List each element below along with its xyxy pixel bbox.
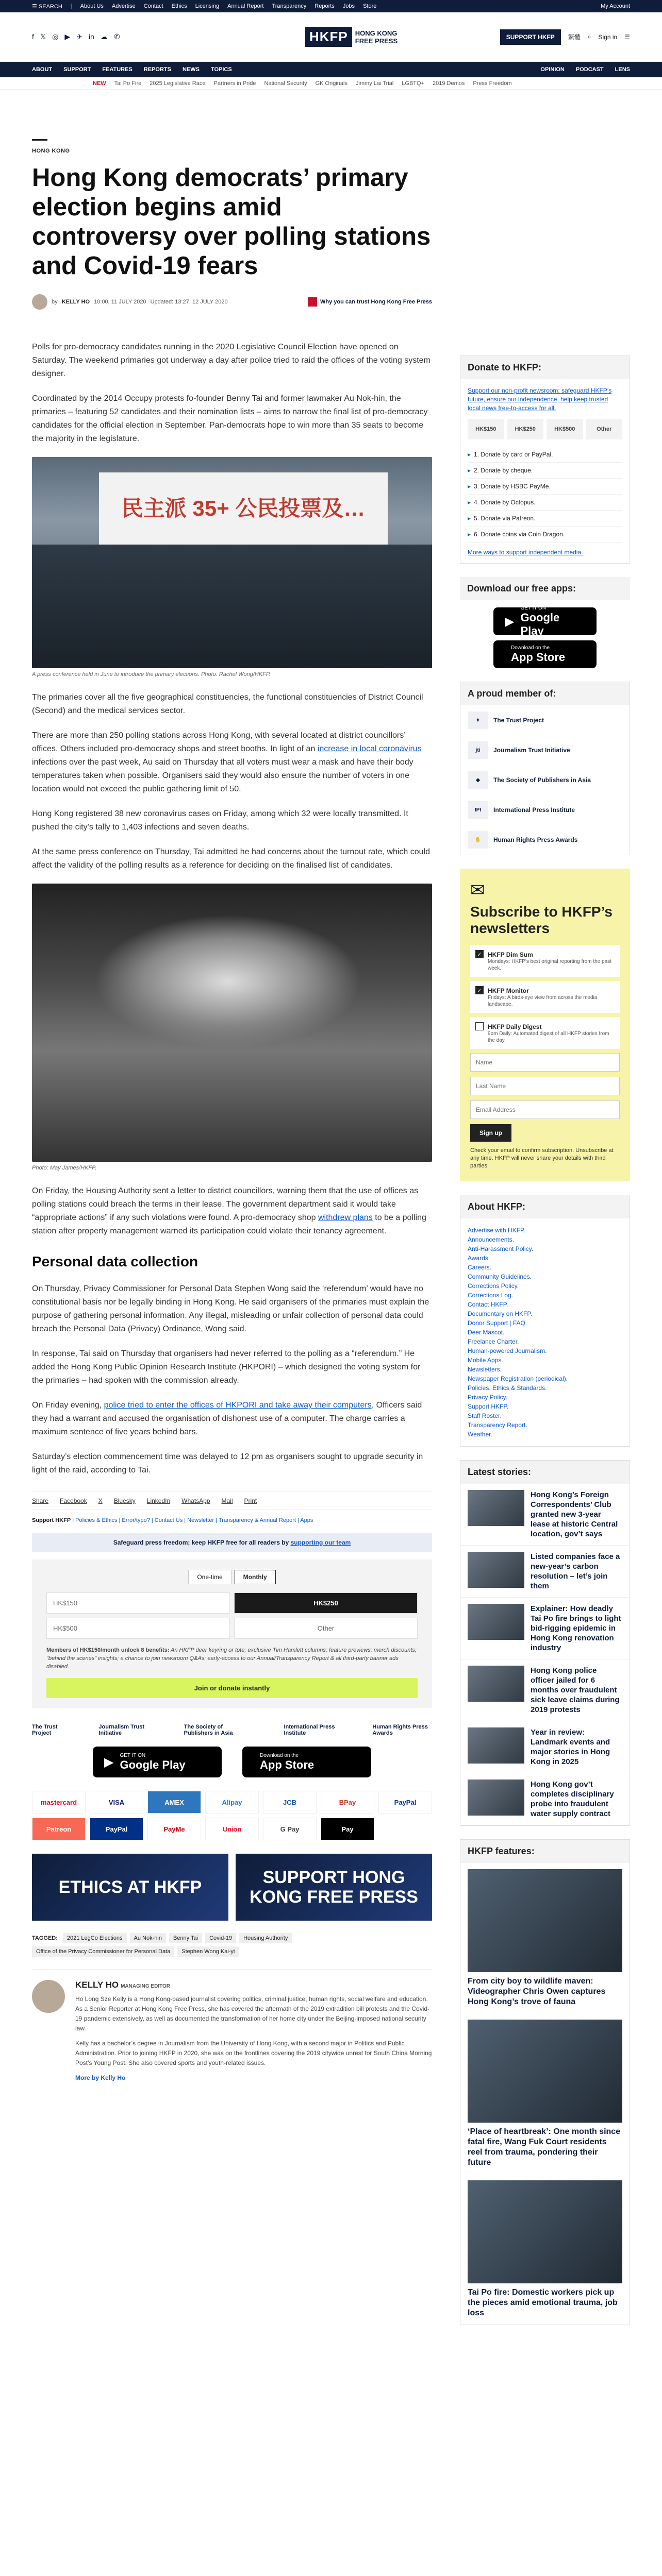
donate-option[interactable]: ▸ 1. Donate by card or PayPal. bbox=[468, 447, 622, 463]
about-link[interactable]: Freelance Charter. bbox=[468, 1338, 519, 1345]
author-box bbox=[32, 1969, 432, 2081]
newsletter-option[interactable]: HKFP Daily Digest 9pm Daily: Automated digest of all HKFP stories from the day. bbox=[470, 1017, 620, 1049]
feature-image[interactable] bbox=[468, 2180, 622, 2283]
donate-option[interactable]: ▸ 5. Donate via Patreon. bbox=[468, 511, 622, 527]
feature-title[interactable]: ‘Place of heartbreak’: One month since fatal fire, Wang Fuk Court residents reel from trauma, pondering their future bbox=[468, 2127, 621, 2167]
photo-banner: 民主派 35+ 公民投票及… bbox=[99, 472, 388, 545]
about-link[interactable]: Documentary on HKFP. bbox=[468, 1310, 533, 1317]
first-name-input[interactable] bbox=[470, 1053, 620, 1072]
paragraph: On Friday evening, police tried to enter the offices of HKPORI and take away their computers. Officers said they had a warrant and accused the organisation of dishonest use of a computer. The charge carries a maximum sentence of five years behind bars. bbox=[32, 1401, 422, 1436]
logo-hrpa[interactable]: Human Rights Press Awards bbox=[372, 1724, 428, 1736]
latest-story[interactable] bbox=[460, 1721, 630, 1773]
story-thumbnail[interactable] bbox=[468, 1780, 524, 1816]
topbar-link-about[interactable]: About Us bbox=[80, 3, 104, 9]
topbar-link-reports[interactable]: Reports bbox=[315, 3, 335, 9]
author-photo bbox=[32, 1980, 65, 2013]
about-link[interactable]: Transparency Report. bbox=[468, 1421, 527, 1429]
tag[interactable]: 2021 LegCo Elections bbox=[63, 1933, 127, 1943]
paragraph: In response, Tai said on Thursday that organisers had never referred to the polling as a “referendum.” He added the Hong Kong Public Opinion Research Institute (HKPORI) – which designed the voting system for the primaries – had spoken with the commission already. bbox=[32, 1349, 421, 1385]
nav-lens[interactable]: LENS bbox=[615, 66, 630, 73]
paragraph: Hong Kong registered 38 new coronavirus cases on Friday, among which 32 were locally transmitted. It pushed the city’s tally to 1,403 infections and seven deaths. bbox=[32, 809, 408, 832]
language-link[interactable]: 繁體 bbox=[568, 33, 581, 41]
payment-logo: Union bbox=[205, 1818, 259, 1840]
donate-text bbox=[468, 386, 622, 413]
story-title[interactable]: Hong Kong gov’t completes disciplinary probe into fraudulent water supply contract bbox=[531, 1780, 614, 1818]
nav-about[interactable]: ABOUT bbox=[32, 66, 53, 73]
article bbox=[32, 139, 432, 2081]
amount-option[interactable]: HK$500 bbox=[46, 1618, 230, 1639]
instagram-icon[interactable]: ◎ bbox=[52, 32, 59, 41]
latest-story[interactable] bbox=[460, 1773, 630, 1825]
widget-title: Donate to HKFP: bbox=[460, 356, 630, 379]
trending-item[interactable]: LGBTQ+ bbox=[402, 80, 425, 87]
member-benefits-note: Members of HK$150/month unlock 8 benefits: An HKFP deer keyring or tote; exclusive Tim Hamlett columns; feature previews; merch discounts; "behind the scenes" insights; a chance to join newsroom Q&As; early-access to our Annual/Transparency Report & all third-party banner ads disabled. bbox=[46, 1647, 417, 1670]
section-heading: Personal data collection bbox=[32, 1253, 198, 1269]
google-play-button[interactable]: ▶ GET IT ON Google Play bbox=[493, 607, 597, 635]
divider bbox=[32, 139, 47, 141]
support-links[interactable]: Support HKFP | Policies & Ethics | Error/typo? | Contact Us | Newsletter | Transparency & Annual Report | Apps bbox=[32, 1517, 313, 1523]
author-name[interactable]: KELLY HO MANAGING EDITOR bbox=[75, 1980, 171, 1990]
sidebar-apps bbox=[460, 607, 630, 668]
inline-donate-box bbox=[32, 1560, 432, 1708]
feature-image[interactable] bbox=[468, 2020, 622, 2123]
inline-link[interactable]: withdrew plans bbox=[318, 1213, 373, 1222]
search-icon[interactable]: ☰ SEARCH bbox=[32, 3, 62, 10]
widget-title: A proud member of: bbox=[460, 682, 630, 705]
paragraph: Coordinated by the 2014 Occupy protests fo-founder Benny Tai and former lawmaker Au Nok-hin, the primaries – featuring 52 candidates and their nomination lists – aims to narrow the final list of pro-democracy candidates for the official election in September. Pan-democrats hope to win more than 35 seats to become the majority in the legislature. bbox=[32, 394, 428, 443]
about-link[interactable]: Contact HKFP. bbox=[468, 1301, 508, 1308]
donate-amount[interactable]: HK$150 bbox=[468, 419, 504, 439]
trending-item[interactable]: Tai Po Fire bbox=[114, 80, 142, 87]
checkbox[interactable] bbox=[475, 1022, 484, 1030]
payment-logo: Patreon bbox=[32, 1818, 86, 1840]
street-photo[interactable] bbox=[32, 884, 432, 1162]
amount-option-selected[interactable]: HK$250 bbox=[234, 1592, 418, 1614]
paragraph: Polls for pro-democracy candidates running in the 2020 Legislative Council Election have opened on Saturday. The weekend primaries got underway a day after police tried to raid the offices of the voting system designer. bbox=[32, 343, 431, 378]
newsletter-option[interactable]: ✓ HKFP Monitor Fridays: A birds-eye view from across the media landscape. bbox=[470, 981, 620, 1013]
donate-option[interactable]: ▸ 3. Donate by HSBC PayMe. bbox=[468, 479, 622, 495]
member-item[interactable]: ✦ The Trust Project bbox=[460, 705, 630, 735]
trending-label: NEW bbox=[93, 80, 106, 87]
member-widget bbox=[460, 682, 630, 855]
more-by-author-link[interactable]: More by Kelly Ho bbox=[75, 2074, 126, 2081]
support-promo[interactable]: SUPPORT HONG KONG FREE PRESS bbox=[236, 1854, 432, 1921]
masthead bbox=[0, 12, 662, 62]
tab-monthly[interactable]: Monthly bbox=[235, 1570, 276, 1584]
share-whatsapp[interactable]: WhatsApp bbox=[181, 1497, 210, 1504]
paragraph: At the same press conference on Thursday, Tai admitted he had concerns about the turnout rate, which could affect the validity of the polling results as a reference for deciding on the finalised list of candidates. bbox=[32, 848, 431, 870]
about-link[interactable]: Staff Roster. bbox=[468, 1412, 502, 1419]
share-x[interactable]: X bbox=[98, 1497, 103, 1504]
about-link[interactable]: Community Guidelines. bbox=[468, 1273, 532, 1280]
logo-trust-project[interactable]: The Trust Project bbox=[32, 1724, 58, 1736]
payment-logo: G Pay bbox=[263, 1818, 317, 1840]
more-ways-link[interactable]: More ways to support independent media. bbox=[468, 549, 583, 556]
jti-icon: jti bbox=[468, 741, 488, 759]
photo-caption: A press conference held in June to introduce the primary elections. Photo: Rachel Wong/HKFP. bbox=[32, 671, 271, 677]
newsletter-widget bbox=[460, 869, 630, 1181]
about-link[interactable]: Donor Support | FAQ. bbox=[468, 1319, 527, 1327]
tag[interactable]: Au Nok-hin bbox=[130, 1933, 166, 1943]
hrpa-icon: ✋ bbox=[468, 831, 488, 849]
ipi-icon: IPI bbox=[468, 801, 488, 819]
about-link[interactable]: Mobile Apps. bbox=[468, 1357, 503, 1364]
site-logo[interactable] bbox=[305, 27, 398, 47]
trending-item[interactable]: 2025 Legislative Race bbox=[150, 80, 206, 87]
trust-icon bbox=[308, 297, 317, 307]
tags-label: TAGGED: bbox=[32, 1935, 58, 1941]
main-nav bbox=[0, 62, 662, 77]
trust-project-icon: ✦ bbox=[468, 711, 488, 729]
join-donate-button[interactable]: Join or donate instantly bbox=[46, 1678, 418, 1698]
nav-opinion[interactable]: OPINION bbox=[540, 66, 565, 73]
topbar-link-account[interactable]: My Account bbox=[601, 3, 630, 9]
payment-logo: PayPal bbox=[90, 1818, 143, 1840]
tag[interactable]: Office of the Privacy Commissioner for Personal Data bbox=[32, 1946, 174, 1957]
article-title: Hong Kong democrats’ primary election begins amid controversy over polling stations and Covid-19 fears bbox=[32, 164, 431, 280]
tag[interactable]: Stephen Wong Kai-yi bbox=[177, 1946, 239, 1957]
story-title[interactable]: Hong Kong’s Foreign Correspondents’ Club granted new 3-year lease at historic Central location, gov’t says bbox=[531, 1490, 618, 1538]
sidebar bbox=[460, 355, 630, 2338]
about-link[interactable]: Human-powered Journalism. bbox=[468, 1347, 547, 1354]
about-link[interactable]: Weather. bbox=[468, 1431, 492, 1438]
logo-sopa[interactable]: The Society of Publishers in Asia bbox=[184, 1724, 233, 1736]
feature-story[interactable] bbox=[460, 1863, 630, 2013]
about-link[interactable]: Policies, Ethics & Standards. bbox=[468, 1384, 547, 1392]
byline-by: by bbox=[52, 299, 58, 305]
paragraph: Saturday’s election commencement time was delayed to 12 pm as organisers sought to upgrade security in light of the raid, according to Tai. bbox=[32, 1452, 423, 1475]
newsletter-option[interactable]: ✓ HKFP Dim Sum Mondays: HKFP’s best original reporting from the past week. bbox=[470, 945, 620, 977]
nav-news[interactable]: NEWS bbox=[182, 66, 200, 73]
promo-banners bbox=[32, 1854, 432, 1921]
about-link[interactable]: Corrections Policy. bbox=[468, 1282, 519, 1290]
google-play-icon: ▶ bbox=[104, 1755, 114, 1769]
story-thumbnail[interactable] bbox=[468, 1552, 524, 1588]
about-link[interactable]: Support HKFP. bbox=[468, 1403, 509, 1410]
logo-jti[interactable]: Journalism Trust Initiative bbox=[98, 1724, 145, 1736]
donate-amount[interactable]: Other bbox=[586, 419, 623, 439]
about-link[interactable]: Deer Mascot. bbox=[468, 1329, 505, 1336]
tag[interactable]: Covid-19 bbox=[205, 1933, 236, 1943]
trending-item[interactable]: Jimmy Lai Trial bbox=[355, 80, 394, 87]
logo-text: HONG KONG FREE PRESS bbox=[355, 29, 398, 45]
author-bio: Ho Long Sze Kelly is a Hong Kong-based journalist covering politics, criminal justice, human rights, social welfare and education. As a Senior Reporter at Hong Kong Free Press, she has covered the aftermath of the 2019 extradition bill protests and the Covid-19 pandemic extensively, as well as documented the transformation of her home city under the Beijing-imposed national security law. bbox=[75, 1995, 430, 2032]
feature-story[interactable] bbox=[460, 2174, 630, 2325]
member-logos-row bbox=[32, 1724, 432, 1736]
email-input[interactable] bbox=[470, 1100, 620, 1119]
google-play-icon: ▶ bbox=[505, 614, 515, 629]
envelope-icon: ✉ bbox=[470, 880, 485, 900]
member-item[interactable]: jti Journalism Trust Initiative bbox=[460, 735, 630, 765]
byline bbox=[32, 294, 432, 310]
payment-logo: PayMe bbox=[147, 1818, 201, 1840]
nav-podcast[interactable]: PODCAST bbox=[575, 66, 604, 73]
donate-option[interactable]: ▸ 2. Donate by cheque. bbox=[468, 463, 622, 479]
support-team-link[interactable]: supporting our team bbox=[290, 1539, 351, 1546]
latest-story[interactable] bbox=[460, 1546, 630, 1598]
checkbox-checked[interactable]: ✓ bbox=[475, 986, 484, 994]
app-store-button[interactable]: Download on the App Store bbox=[242, 1747, 371, 1777]
paragraph: On Friday, the Housing Authority sent a letter to district councillors, warning them that the use of offices as polling stations could breach the terms in their lease. The government department said it would take “appropriate actions” if any such violations were found. A pro-democracy shop withdrew plans to be a polling station after property management warned its participation could violate their tenancy agreement. bbox=[32, 1187, 426, 1235]
amount-option-other[interactable]: Other bbox=[234, 1618, 418, 1639]
social-links bbox=[32, 32, 233, 41]
payment-logo: AMEX bbox=[147, 1791, 201, 1814]
topbar-link-ethics[interactable]: Ethics bbox=[171, 3, 187, 9]
widget-title: About HKFP: bbox=[460, 1195, 630, 1218]
inline-link[interactable]: police tried to enter the offices of HKPORI and take away their computers bbox=[104, 1401, 372, 1410]
payment-methods bbox=[32, 1791, 432, 1840]
linkedin-icon[interactable]: in bbox=[88, 32, 94, 41]
signup-button[interactable]: Sign up bbox=[470, 1124, 511, 1142]
publish-date: 10:00, 11 JULY 2020 bbox=[94, 299, 146, 305]
trending-item[interactable]: 2019 Demos bbox=[433, 80, 465, 87]
paragraph: On Thursday, Privacy Commissioner for Personal Data Stephen Wong said the ‘referendum’ would have no constitutional basis nor be legally binding in Hong Kong. He said organisers of the primaries must explain the purpose of gathering personal information. Any illegal, misleading or unfair collection of personal data could breach the Personal Data (Privacy) Ordinance, Wong said. bbox=[32, 1284, 429, 1333]
topbar-link-advertise[interactable]: Advertise bbox=[111, 3, 136, 9]
google-play-button[interactable]: ▶ GET IT ON Google Play bbox=[93, 1747, 222, 1777]
topbar-link-store[interactable]: Store bbox=[363, 3, 377, 9]
payment-logo: Pay bbox=[321, 1818, 374, 1840]
payment-logo: BPay bbox=[321, 1791, 374, 1814]
newsletter-title: Subscribe to HKFP’s newsletters bbox=[470, 904, 613, 936]
payment-logo: VISA bbox=[90, 1791, 143, 1814]
sopa-icon: ◆ bbox=[468, 771, 488, 789]
telegram-icon[interactable]: ✈ bbox=[76, 32, 82, 41]
topbar-link-licensing[interactable]: Licensing bbox=[195, 3, 220, 9]
top-bar: ☰ SEARCH | About Us Advertise Contact Ethics Licensing Annual Report Transparency Reports Jobs Store My Account bbox=[0, 0, 662, 12]
checkbox-checked[interactable]: ✓ bbox=[475, 950, 484, 958]
topbar-link-annual[interactable]: Annual Report bbox=[227, 3, 264, 9]
article-kicker[interactable]: HONG KONG bbox=[32, 148, 70, 154]
amount-option[interactable]: HK$150 bbox=[46, 1592, 230, 1614]
about-link[interactable]: Announcements. bbox=[468, 1236, 515, 1243]
logo-ipi[interactable]: International Press Institute bbox=[284, 1724, 335, 1736]
payment-logo: JCB bbox=[263, 1791, 317, 1814]
press-freedom-banner: Safeguard press freedom; keep HKFP free for all readers by supporting our team bbox=[32, 1533, 432, 1552]
share-link[interactable]: Share bbox=[32, 1497, 49, 1504]
last-name-input[interactable] bbox=[470, 1077, 620, 1095]
tag[interactable]: Benny Tai bbox=[169, 1933, 202, 1943]
donate-amount[interactable]: HK$250 bbox=[507, 419, 544, 439]
support-button[interactable]: SUPPORT HKFP bbox=[500, 29, 561, 45]
about-link[interactable]: Privacy Policy. bbox=[468, 1394, 508, 1401]
photo-caption: Photo: May James/HKFP. bbox=[32, 1165, 97, 1171]
donate-option[interactable]: ▸ 4. Donate by Octopus. bbox=[468, 495, 622, 511]
feature-image[interactable] bbox=[468, 1869, 622, 1972]
story-title[interactable]: Hong Kong police officer jailed for 6 months over fraudulent sick leave claims during 2019 protests bbox=[531, 1666, 620, 1714]
donate-widget bbox=[460, 355, 630, 564]
menu-icon[interactable]: ☰ bbox=[624, 33, 630, 41]
story-thumbnail[interactable] bbox=[468, 1727, 524, 1764]
trending-item[interactable]: Press Freedom bbox=[473, 80, 512, 87]
about-link[interactable]: Advertise with HKFP. bbox=[468, 1227, 525, 1234]
logo-mark: HKFP bbox=[305, 27, 352, 47]
payment-logo: mastercard bbox=[32, 1791, 86, 1814]
trending-item[interactable]: Partners in Pride bbox=[213, 80, 256, 87]
member-item[interactable]: IPI International Press Institute bbox=[460, 795, 630, 825]
story-title[interactable]: Listed companies face a new-year’s carbon resolution – let’s join them bbox=[531, 1552, 620, 1590]
paragraph: The primaries cover all the five geographical constituencies, the functional constituencies of District Council (Second) and the medical services sector. bbox=[32, 693, 423, 715]
donate-amount[interactable]: HK$500 bbox=[547, 419, 583, 439]
press-conference-photo[interactable] bbox=[32, 457, 432, 668]
nav-reports[interactable]: REPORTS bbox=[143, 66, 171, 73]
topbar-link-contact[interactable]: Contact bbox=[143, 3, 163, 9]
about-link[interactable]: Awards. bbox=[468, 1255, 490, 1262]
share-linkedin[interactable]: LinkedIn bbox=[146, 1497, 171, 1504]
latest-story[interactable] bbox=[460, 1659, 630, 1721]
about-link[interactable]: Newsletters. bbox=[468, 1366, 502, 1373]
trust-link[interactable]: Why you can trust Hong Kong Free Press bbox=[308, 297, 432, 307]
payment-logo: Alipay bbox=[205, 1791, 259, 1814]
updated-date: Updated: 13:27, 12 JULY 2020 bbox=[150, 299, 228, 305]
nav-topics[interactable]: TOPICS bbox=[210, 66, 232, 73]
story-thumbnail[interactable] bbox=[468, 1666, 524, 1702]
whatsapp-icon[interactable]: ✆ bbox=[113, 32, 120, 41]
member-item[interactable]: ◆ The Society of Publishers in Asia bbox=[460, 765, 630, 795]
newsletter-fineprint: Check your email to confirm subscription. Unsubscribe at any time. HKFP will never share your details with third parties. bbox=[470, 1147, 614, 1169]
author-bio: Kelly has a bachelor’s degree in Journalism from the University of Hong Kong, with a second major in Politics and Public Administration. Prior to joining HKFP in 2020, she was on the frontlines covering the 2019 citywide unrest for South China Morning Post’s Young Post. She also covered sports and youth-related issues. bbox=[75, 2040, 432, 2066]
about-link[interactable]: Anti-Harassment Policy. bbox=[468, 1245, 534, 1252]
topbar-link-jobs[interactable]: Jobs bbox=[342, 3, 355, 9]
author-link[interactable]: KELLY HO bbox=[61, 299, 90, 305]
latest-story[interactable] bbox=[460, 1598, 630, 1659]
figure bbox=[32, 457, 432, 677]
author-avatar bbox=[32, 294, 47, 310]
latest-story[interactable] bbox=[460, 1484, 630, 1546]
story-thumbnail[interactable] bbox=[468, 1604, 524, 1640]
ethics-promo[interactable]: ETHICS AT HKFP bbox=[32, 1854, 228, 1921]
bluesky-icon[interactable]: ☁ bbox=[100, 32, 108, 41]
trending-item[interactable]: National Security bbox=[264, 80, 307, 87]
member-item[interactable]: ✋ Human Rights Press Awards bbox=[460, 825, 630, 855]
story-title[interactable]: Year in review: Landmark events and major stories in Hong Kong in 2025 bbox=[531, 1728, 610, 1766]
story-title[interactable]: Explainer: How deadly Tai Po fire brings to light bid-rigging epidemic in Hong Kong renovation industry bbox=[531, 1604, 621, 1652]
facebook-icon[interactable]: f bbox=[32, 32, 34, 41]
topbar-link-transparency[interactable]: Transparency bbox=[272, 3, 307, 9]
tag-list bbox=[32, 1933, 432, 1957]
x-icon[interactable]: 𝕏 bbox=[40, 32, 46, 41]
about-widget bbox=[460, 1195, 630, 1447]
widget-title: Latest stories: bbox=[460, 1461, 630, 1484]
trending-bar bbox=[0, 77, 662, 90]
about-link[interactable]: Careers. bbox=[468, 1264, 492, 1271]
donate-text-link[interactable]: Support our non-profit newsroom: safeguard HKFP’s future, ensure our independence, help keep trusted local news free-to-access for all. bbox=[468, 387, 612, 412]
donate-option[interactable]: ▸ 6. Donate coins via Coin Dragon. bbox=[468, 527, 622, 543]
feature-story[interactable] bbox=[460, 2013, 630, 2174]
story-thumbnail[interactable] bbox=[468, 1490, 524, 1526]
app-store-button[interactable]: Download on the App Store bbox=[493, 640, 597, 668]
youtube-icon[interactable]: ▶ bbox=[64, 32, 71, 41]
feature-title[interactable]: From city boy to wildlife maven: Videographer Chris Owen captures Hong Kong’s trove of fauna bbox=[468, 1977, 606, 2006]
feature-title[interactable]: Tai Po fire: Domestic workers pick up the pieces amid emotional trauma, job loss bbox=[468, 2288, 618, 2317]
share-mail[interactable]: Mail bbox=[221, 1497, 233, 1504]
signin-link[interactable]: Sign in bbox=[598, 33, 618, 41]
features-widget bbox=[460, 1839, 630, 2325]
inline-link[interactable]: increase in local coronavirus bbox=[317, 744, 422, 753]
share-bluesky[interactable]: Bluesky bbox=[113, 1497, 136, 1504]
share-facebook[interactable]: Facebook bbox=[60, 1497, 87, 1504]
trending-item[interactable]: GK Originals bbox=[315, 80, 347, 87]
app-buttons bbox=[32, 1747, 432, 1777]
share-bar bbox=[32, 1492, 432, 1510]
tab-one-time[interactable]: One-time bbox=[188, 1570, 231, 1584]
nav-support[interactable]: SUPPORT bbox=[63, 66, 91, 73]
about-link[interactable]: Newspaper Registration (periodical). bbox=[468, 1375, 568, 1382]
paragraph: There are more than 250 polling stations across Hong Kong, with several located at district councillors’ offices. Others included pro-democracy shops and street booths. In light of an increase in local coronavirus infections over the past week, Au said on Thursday that all voters must wear a mask and have their body temperatures taken when possible. Organisers said they would also ensure the number of voters in one location would not exceed the public gathering limit of 50. bbox=[32, 731, 422, 793]
latest-widget bbox=[460, 1460, 630, 1826]
share-print[interactable]: Print bbox=[244, 1497, 257, 1504]
search-icon[interactable]: ⌕ bbox=[587, 33, 591, 40]
nav-features[interactable]: FEATURES bbox=[102, 66, 133, 73]
payment-logo: PayPal bbox=[378, 1791, 432, 1814]
apps-title: Download our free apps: bbox=[460, 577, 630, 600]
tag[interactable]: Housing Authority bbox=[239, 1933, 292, 1943]
widget-title: HKFP features: bbox=[460, 1840, 630, 1863]
figure bbox=[32, 884, 432, 1171]
about-link[interactable]: Corrections Log. bbox=[468, 1292, 514, 1299]
